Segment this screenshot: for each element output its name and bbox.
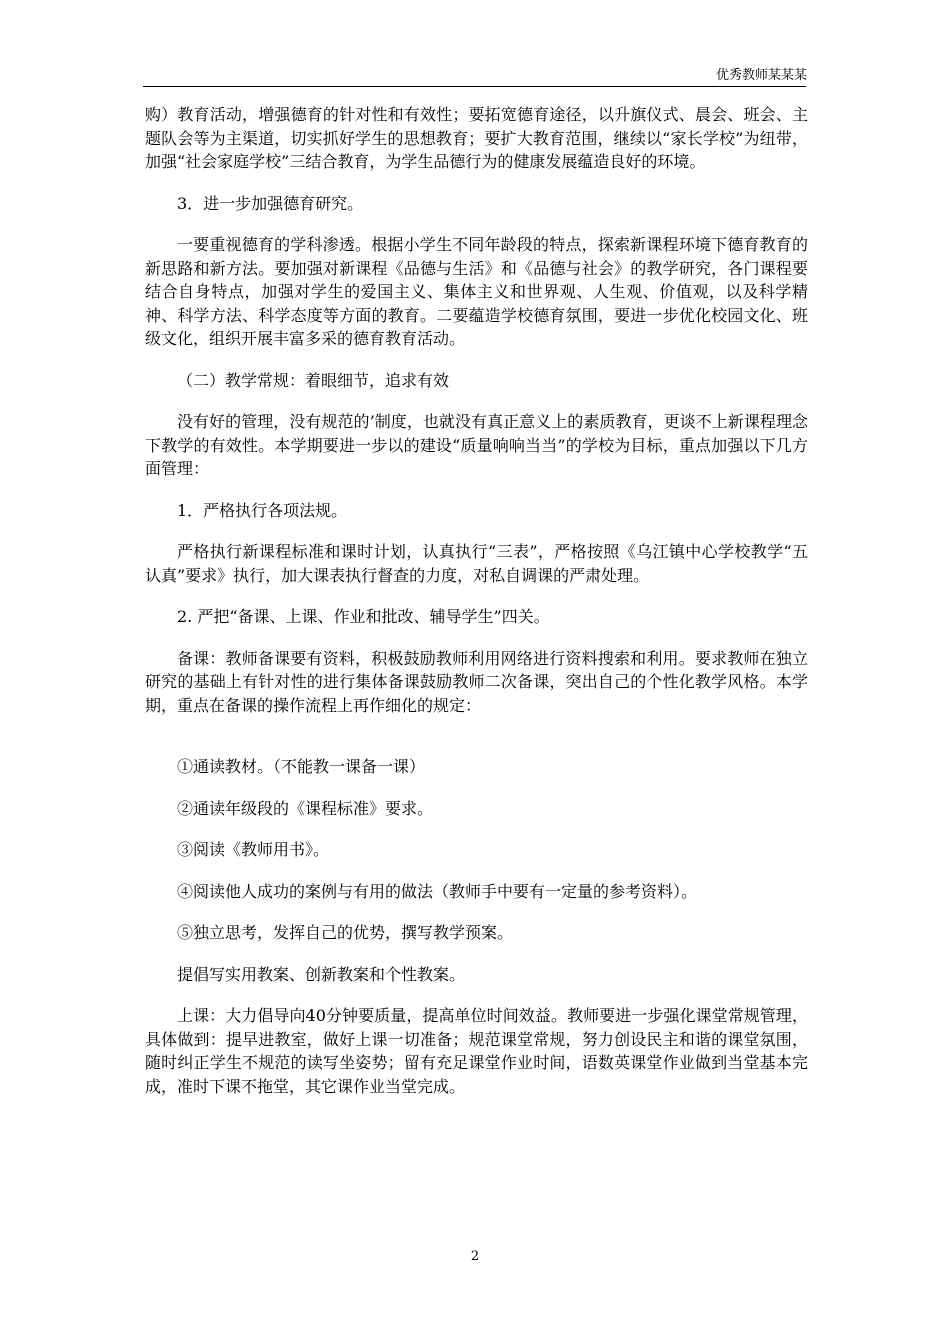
list-item: ②通读年级段的《课程标准》要求。	[177, 798, 434, 818]
section-heading: 3．进一步加强德育研究。	[177, 193, 364, 213]
document-body	[145, 103, 808, 1116]
paragraph: 备课：教师备课要有资料，积极鼓励教师利用网络进行资料搜索和利用。要求教师在独立研究的基础上有针对性的进行集体备课鼓励教师二次备课，突出自己的个性化教学风格。本学期，重点在备课的操作流程上再作细化的规定：	[145, 648, 808, 715]
paragraph: 一要重视德育的学科渗透。根据小学生不同年龄段的特点，探索新课程环境下德育教育的新思路和新方法。要加强对新课程《品德与生活》和《品德与社会》的教学研究，各门课程要结合自身特点，加强对学生的爱国主义、集体主义和世界观、人生观、价值观，以及科学精神、科学方法、科学态度等方面的教育。二要蕴造学校德育氛围，要进一步优化校园文化、班级文化，组织开展丰富多采的德育教育活动。	[145, 235, 808, 348]
list-item: ③阅读《教师用书》。	[177, 840, 330, 859]
page-number: 2	[470, 1249, 480, 1264]
section-heading: 2. 严把“备课、上课、作业和批改、辅导学生”四关。	[177, 607, 550, 626]
paragraph: 没有好的管理，没有规范的’制度，也就没有真正意义上的素质教育，更谈不上新课程理念下教学的有效性。本学期要进一步以的建设“质量响响当当”的学校为目标，重点加强以下几方面管理：	[145, 412, 808, 478]
section-heading: 1．严格执行各项法规。	[177, 500, 348, 520]
list-item: ④阅读他人成功的案例与有用的做法（教师手中要有一定量的参考资料）。	[177, 881, 698, 901]
paragraph: 购）教育活动，增强德育的针对性和有效性；要拓宽德育途径，以升旗仪式、晨会、班会、主题队会等为主渠道，切实抓好学生的思想教育；要扩大教育范围，继续以“家长学校”为纽带，加强“社会家庭学校”三结合教育，为学生品德行为的健康发展蕴造良好的环境。	[145, 105, 808, 171]
paragraph: 上课：大力倡导向40分钟要质量，提高单位时间效益。教师要进一步强化课堂常规管理，具体做到：提早进教室，做好上课一切准备；规范课堂常规，努力创设民主和谐的课堂氛围，随时纠正学生不规范的读写坐姿势；留有充足课堂作业时间，语数英课堂作业做到当堂基本完成，准时下课不拖堂，其它课作业当堂完成。	[145, 1006, 808, 1096]
header-divider	[143, 86, 806, 87]
list-item: ①通读教材。（不能教一课备一课）	[177, 757, 426, 776]
paragraph: 提倡写实用教案、创新教案和个性教案。	[177, 964, 466, 984]
list-item: ⑤独立思考，发挥自己的优势，撰写教学预案。	[177, 923, 514, 942]
section-heading: （二）教学常规：着眼细节，追求有效	[177, 370, 450, 390]
paragraph: 严格执行新课程标准和课时计划，认真执行“三表”，严格按照《乌江镇中心学校教学“五认真”要求》执行，加大课表执行督查的力度，对私自调课的严肃处理。	[145, 542, 808, 585]
page-header: 优秀教师某某某	[715, 68, 807, 83]
